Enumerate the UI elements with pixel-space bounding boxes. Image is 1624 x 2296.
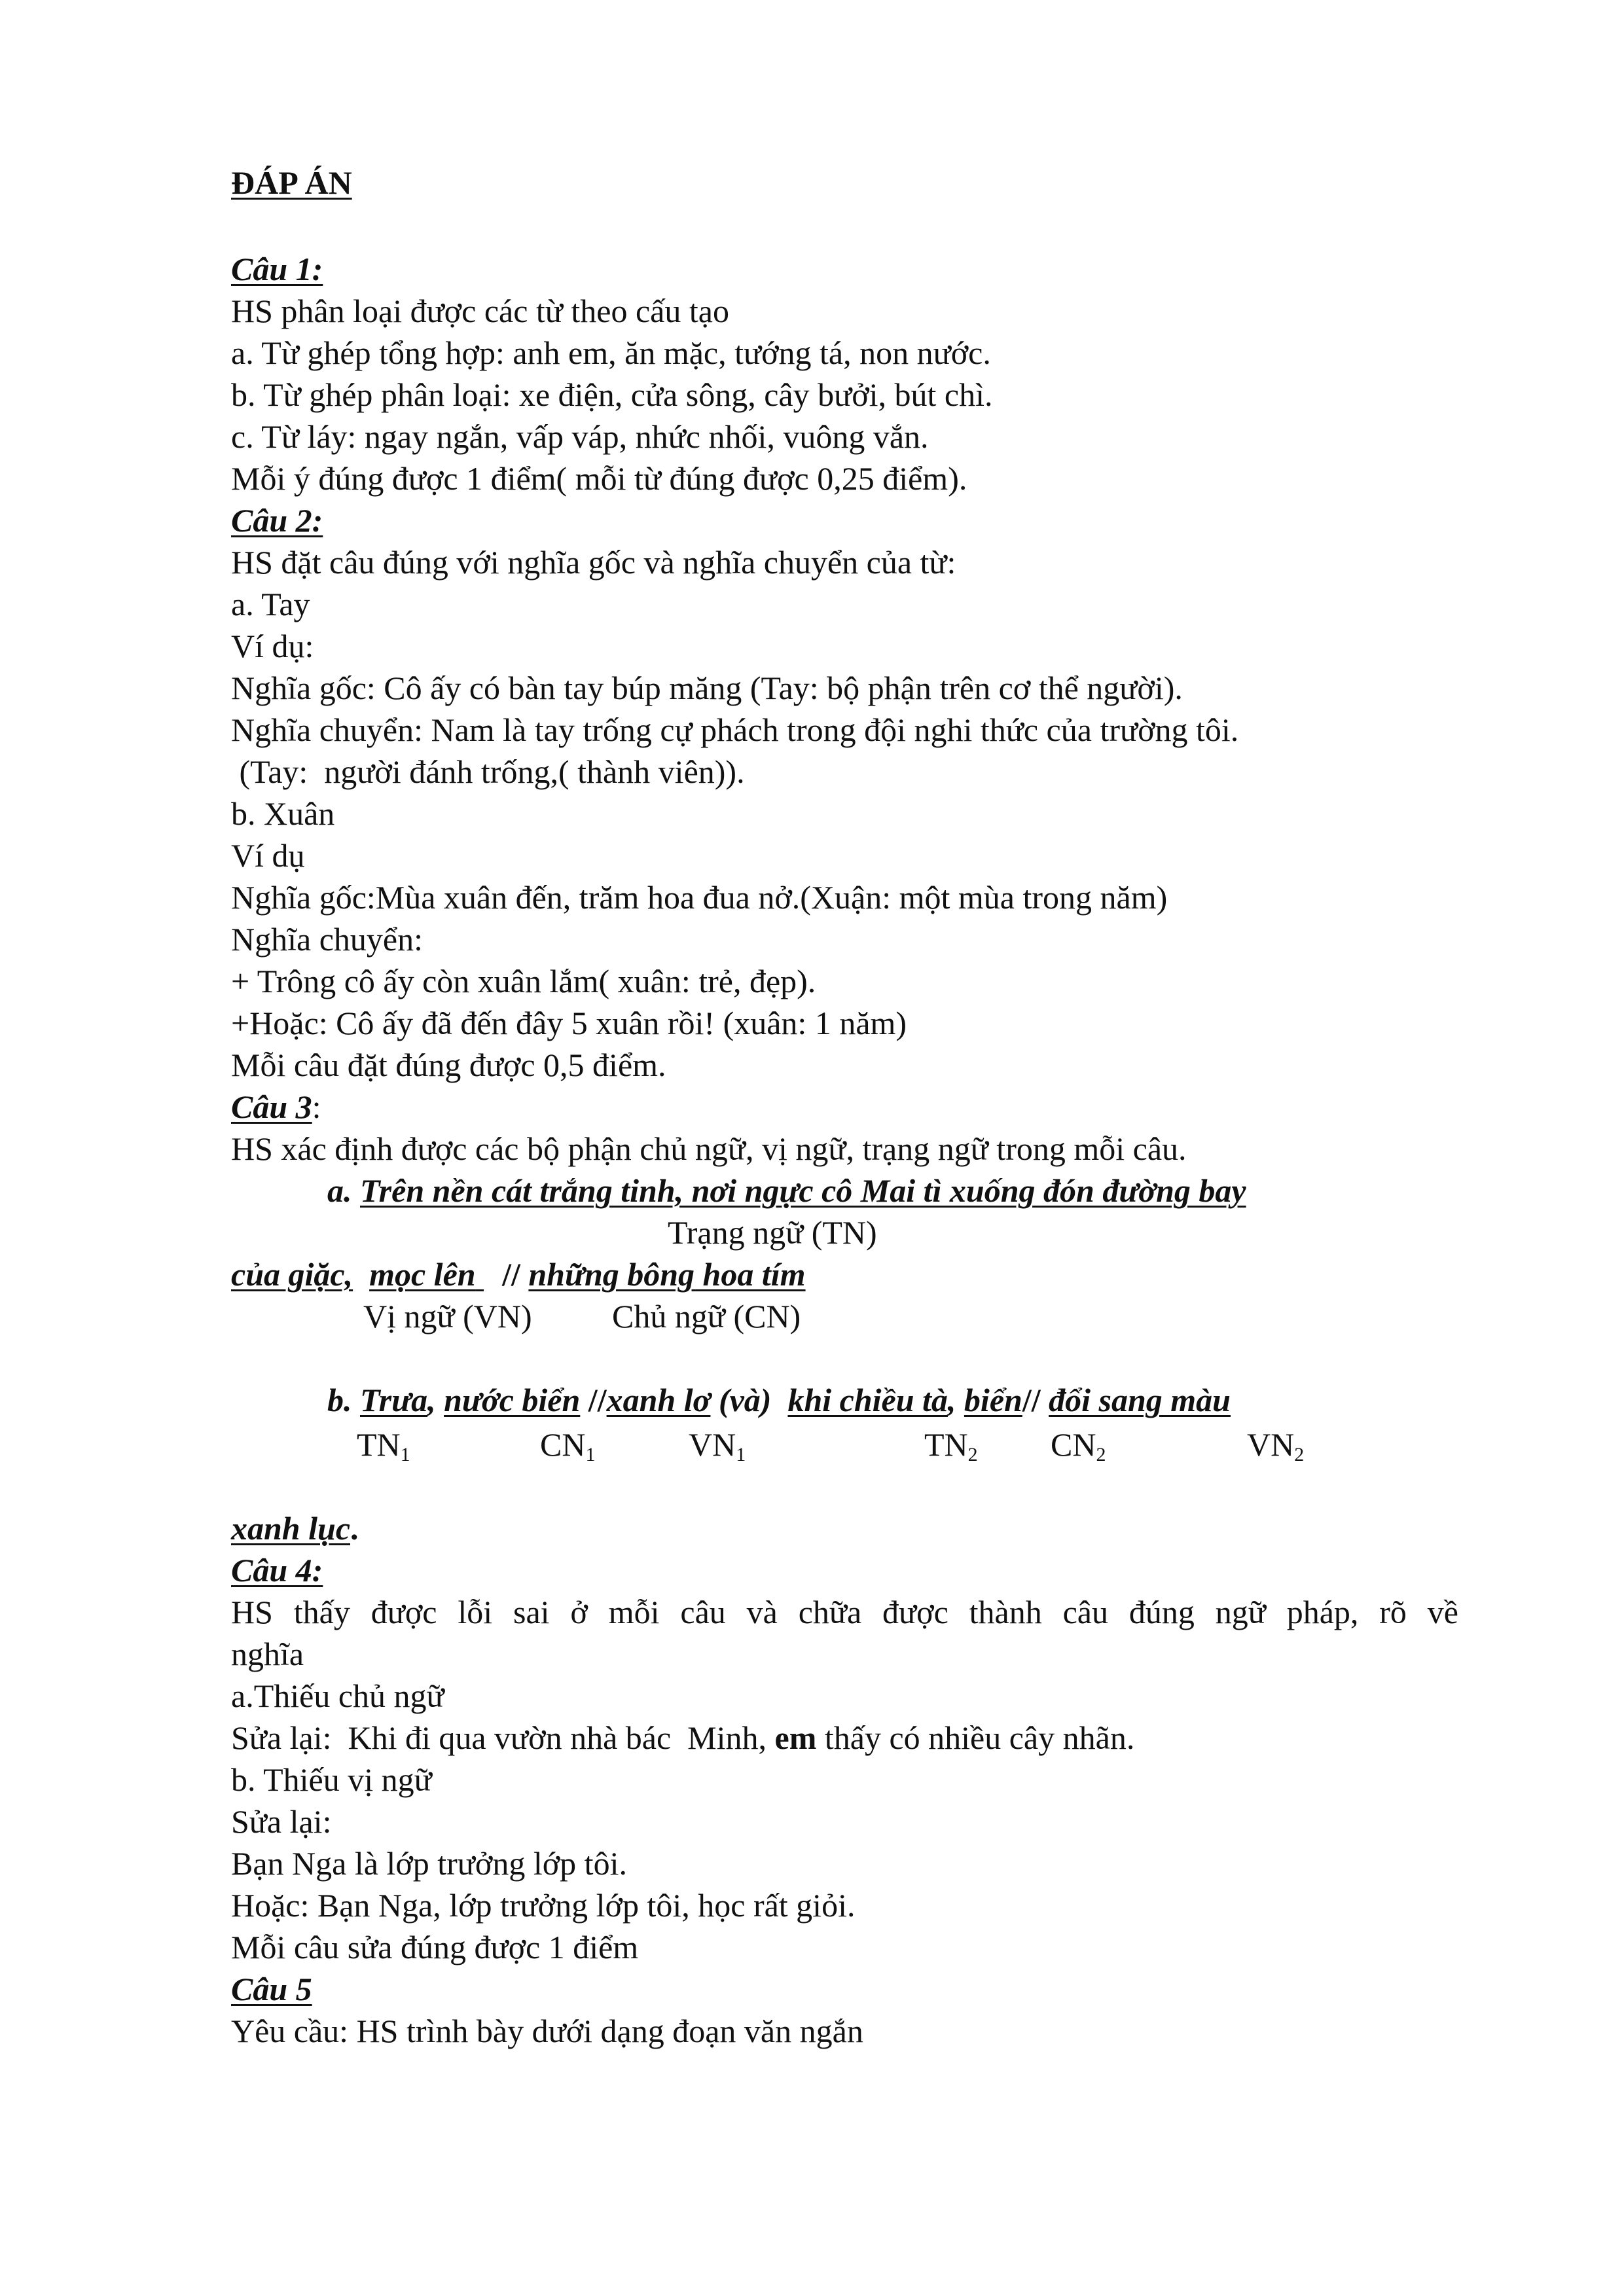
- cau3-heading: Câu 3: [231, 1088, 312, 1125]
- page-title: ĐÁP ÁN: [231, 164, 352, 201]
- sentence-b-tn2: khi chiều tà: [787, 1382, 948, 1418]
- cau1-heading: Câu 1:: [231, 251, 323, 287]
- sentence-a-line2: [231, 1254, 806, 1295]
- vn2-label: $VN_2$: [1247, 1426, 1305, 1465]
- sentence-b-vn2: đổi sang màu: [1049, 1382, 1231, 1418]
- cau2-line: Nghĩa chuyển: Nam là tay trống cự phách trong đội nghi thức của trường tôi.: [231, 711, 1239, 748]
- sentence-b-prefix: b.: [327, 1382, 360, 1418]
- separator: //: [502, 1256, 520, 1293]
- cau4-intro-cont: nghĩa: [231, 1636, 304, 1672]
- cau2-heading: Câu 2:: [231, 502, 323, 539]
- sentence-a-line1: [327, 1170, 1246, 1211]
- separator: //: [588, 1382, 607, 1418]
- cn-label: Chủ ngữ (CN): [612, 1298, 801, 1335]
- period: .: [350, 1510, 359, 1547]
- cau2-line: (Tay: người đánh trống,( thành viên)).: [231, 753, 745, 790]
- cau1-line: a. Từ ghép tổng hợp: anh em, ăn mặc, tướng tá, non nước.: [231, 334, 991, 371]
- vn-label: Vị ngữ (VN): [363, 1298, 532, 1335]
- cau4-a-label: a.Thiếu chủ ngữ: [231, 1677, 444, 1714]
- cau4-b-label: b. Thiếu vị ngữ: [231, 1761, 432, 1798]
- fix-text: thấy có nhiều cây nhãn.: [816, 1719, 1135, 1756]
- separator: //: [1022, 1382, 1041, 1418]
- cau2-line: a. Tay: [231, 586, 310, 622]
- cau4-heading: Câu 4:: [231, 1552, 323, 1588]
- sentence-a-prefix: a.: [327, 1172, 360, 1209]
- sentence-b-cn1: nước biển: [444, 1382, 581, 1418]
- cau1-line: Mỗi ý đúng được 1 điểm( mỗi từ đúng được 0,25 điểm).: [231, 460, 967, 497]
- cau2-line: +Hoặc: Cô ấy đã đến đây 5 xuân rồi! (xuân: 1 năm): [231, 1005, 907, 1041]
- cau2-line: Nghĩa gốc: Cô ấy có bàn tay búp măng (Tay: bộ phận trên cơ thể người).: [231, 670, 1183, 706]
- cau5-line: Yêu cầu: HS trình bày dưới dạng đoạn văn ngắn: [231, 2013, 863, 2049]
- cau4-b-line1: Bạn Nga là lớp trưởng lớp tôi.: [231, 1845, 627, 1882]
- cau2-line: Mỗi câu đặt đúng được 0,5 điểm.: [231, 1047, 666, 1083]
- sentence-a-cn: những bông hoa tím: [528, 1256, 806, 1293]
- sentence-b-line2: [231, 1508, 359, 1549]
- cau3-intro: HS xác định được các bộ phận chủ ngữ, vị ngữ, trạng ngữ trong mỗi câu.: [231, 1130, 1187, 1167]
- sentence-b-tn1: Trưa: [360, 1382, 428, 1418]
- underline-gap: [476, 1254, 494, 1295]
- cau2-line: + Trông cô ấy còn xuân lắm( xuân: trẻ, đẹp).: [231, 963, 816, 999]
- cau2-line: Nghĩa chuyển:: [231, 921, 423, 958]
- sentence-a-vn2: mọc lên: [369, 1256, 476, 1293]
- cau3-heading-colon: :: [312, 1088, 321, 1125]
- sentence-b-vn1: xanh lơ: [606, 1382, 711, 1418]
- comma: ,: [427, 1382, 436, 1418]
- tn1-label: $TN_1$: [357, 1426, 410, 1465]
- fix-text: Sửa lại: Khi đi qua vườn nhà bác Minh,: [231, 1719, 775, 1756]
- conjunction: (và): [718, 1382, 772, 1418]
- cau4-score: Mỗi câu sửa đúng được 1 điểm: [231, 1929, 639, 1965]
- cau1-line: b. Từ ghép phân loại: xe điện, cửa sông, cây bưởi, bút chì.: [231, 376, 993, 413]
- cau4-b-line2: Hoặc: Bạn Nga, lớp trưởng lớp tôi, học rất giỏi.: [231, 1887, 856, 1924]
- sentence-b-vn2-cont: xanh lục: [231, 1510, 351, 1547]
- cn2-label: $CN_2$: [1051, 1426, 1106, 1465]
- cau4-a-fix: [231, 1717, 1134, 1758]
- vn1-label: $VN_1$: [689, 1426, 746, 1465]
- sentence-a-vn: của giặc,: [231, 1256, 353, 1293]
- cau5-heading: Câu 5: [231, 1971, 312, 2007]
- cau1-line: HS phân loại được các từ theo cấu tạo: [231, 293, 729, 329]
- cau3-heading-row: [231, 1086, 321, 1127]
- cn1-label: $CN_1$: [540, 1426, 596, 1465]
- cau2-line: Ví dụ: [231, 837, 305, 874]
- cau1-line: c. Từ láy: ngay ngắn, vấp váp, nhức nhối, vuông vắn.: [231, 418, 929, 455]
- sentence-b-line1: [327, 1380, 1231, 1420]
- comma: ,: [947, 1382, 956, 1418]
- sentence-b-cn2: biển: [964, 1382, 1022, 1418]
- cau4-b-fix: Sửa lại:: [231, 1803, 332, 1840]
- tn2-label: $TN_2$: [924, 1426, 978, 1465]
- tn-label: Trạng ngữ (TN): [668, 1214, 877, 1251]
- fix-bold-word: em: [774, 1719, 817, 1756]
- cau2-line: Nghĩa gốc:Mùa xuân đến, trăm hoa đua nở.(Xuận: một mùa trong năm): [231, 879, 1168, 916]
- cau2-line: b. Xuân: [231, 795, 335, 832]
- cau2-line: Ví dụ:: [231, 628, 314, 664]
- cau2-line: HS đặt câu đúng với nghĩa gốc và nghĩa chuyển của từ:: [231, 544, 956, 581]
- cau4-intro: HS thấy được lỗi sai ở mỗi câu và chữa được thành câu đúng ngữ pháp, rõ về: [231, 1594, 1458, 1630]
- sentence-a-tn: Trên nền cát trắng tinh, nơi ngực cô Mai tì xuống đón đường bay: [360, 1172, 1246, 1209]
